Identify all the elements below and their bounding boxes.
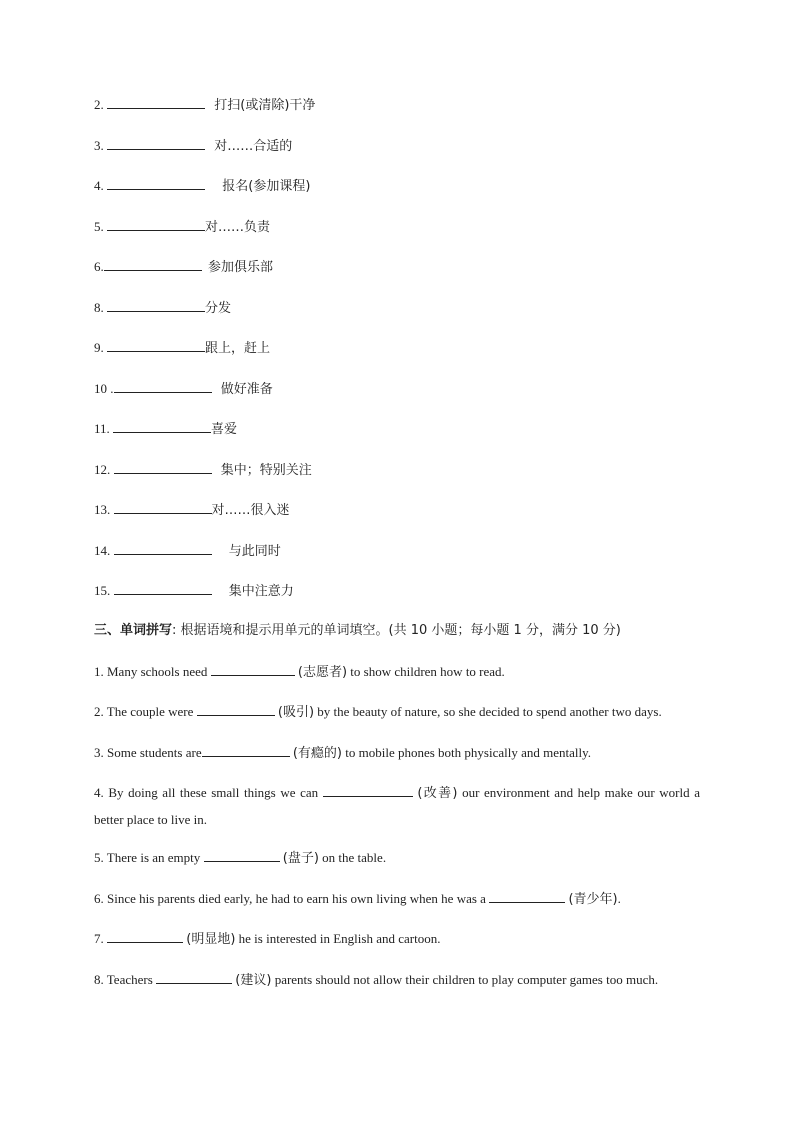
- sentence-item: [94, 659, 700, 686]
- sentence-text: Some students are: [107, 745, 202, 760]
- phrase-item: [94, 380, 273, 398]
- sentence-text: The couple were: [106, 704, 194, 719]
- phrase-meaning: 对……负责: [205, 220, 271, 235]
- answer-blank[interactable]: [211, 663, 295, 676]
- phrase-item: [94, 137, 292, 155]
- hint-text: (盘子): [282, 851, 319, 866]
- phrase-meaning: 集中注意力: [228, 584, 294, 599]
- phrase-meaning: 集中；特别关注: [220, 463, 312, 478]
- sentence-item: [94, 740, 700, 767]
- sentence-text: Many schools need: [107, 664, 208, 679]
- hint-text: (明显地): [186, 932, 236, 947]
- sentence-item: [94, 886, 700, 913]
- phrase-item: [94, 299, 231, 317]
- phrase-item: [94, 339, 270, 357]
- item-number: 1.: [94, 664, 104, 679]
- answer-blank[interactable]: [114, 461, 212, 474]
- answer-blank[interactable]: [104, 258, 202, 271]
- answer-blank[interactable]: [323, 784, 413, 797]
- phrase-item: [94, 501, 290, 519]
- answer-blank[interactable]: [114, 582, 212, 595]
- answer-blank[interactable]: [202, 744, 290, 757]
- item-number: 2.: [94, 704, 104, 719]
- answer-blank[interactable]: [156, 971, 232, 984]
- phrase-meaning: 对……合适的: [214, 139, 293, 154]
- answer-blank[interactable]: [107, 137, 205, 150]
- sentence-text: to mobile phones both physically and mentally.: [345, 745, 592, 760]
- phrase-item: [94, 96, 315, 114]
- answer-blank[interactable]: [107, 218, 205, 231]
- item-number: 2.: [94, 97, 104, 112]
- answer-blank[interactable]: [114, 501, 212, 514]
- item-number: 5.: [94, 219, 104, 234]
- item-number: 3.: [94, 745, 104, 760]
- phrase-item: [94, 177, 310, 195]
- hint-text: (有瘾的): [292, 746, 342, 761]
- sentence-item: [94, 699, 700, 726]
- sentence-text: by the beauty of nature, so she decided to spend another two days.: [317, 704, 662, 719]
- item-number: 12.: [94, 462, 111, 477]
- sentence-text: our environment and help make our world a better place to live in.: [94, 785, 700, 827]
- answer-blank[interactable]: [107, 299, 205, 312]
- item-number: 7.: [94, 931, 104, 946]
- item-number: 11.: [94, 421, 110, 436]
- item-number: 8.: [94, 300, 104, 315]
- answer-blank[interactable]: [113, 420, 211, 433]
- item-number: 3.: [94, 138, 104, 153]
- phrase-meaning: 报名(参加课程): [222, 179, 311, 194]
- sentence-text: he is interested in English and cartoon.: [238, 931, 441, 946]
- sentence-text: By doing all these small things we can: [108, 785, 319, 800]
- phrase-meaning: 跟上，赶上: [205, 341, 271, 356]
- hint-text: (改善): [417, 786, 458, 801]
- sentence-text: on the table.: [322, 850, 387, 865]
- sentence-text: Teachers: [106, 972, 153, 987]
- item-number: 15.: [94, 583, 111, 598]
- sentence-item: [94, 967, 700, 994]
- phrase-meaning: 喜爱: [211, 422, 238, 437]
- item-number: 6.: [94, 891, 104, 906]
- sentence-text: Since his parents died early, he had to earn his own living when he was a: [107, 891, 486, 906]
- phrase-meaning: 与此同时: [228, 544, 281, 559]
- section-instruction: : 根据语境和提示用单元的单词填空。(共 10 小题；每小题 1 分，满分 10 分): [172, 623, 621, 638]
- item-number: 6.: [94, 259, 104, 274]
- hint-text: (志愿者): [297, 665, 348, 680]
- sentence-text: parents should not allow their children to play computer games too much.: [274, 972, 659, 987]
- phrase-item: [94, 542, 281, 560]
- phrase-meaning: 打扫(或清除)干净: [214, 98, 316, 113]
- item-number: 13.: [94, 502, 111, 517]
- item-number: 5.: [94, 850, 104, 865]
- sentence-item: [94, 845, 700, 872]
- answer-blank[interactable]: [489, 890, 565, 903]
- item-number: 9.: [94, 340, 104, 355]
- phrase-item: [94, 420, 237, 438]
- item-number: 4.: [94, 178, 104, 193]
- hint-text: (青少年): [568, 892, 618, 907]
- sentence-item: [94, 780, 700, 833]
- phrase-meaning: 分发: [205, 301, 232, 316]
- hint-text: (建议): [235, 973, 272, 988]
- phrase-meaning: 做好准备: [220, 382, 273, 397]
- hint-text: (吸引): [277, 705, 315, 720]
- answer-blank[interactable]: [107, 177, 205, 190]
- section-title: 三、单词拼写: [94, 623, 173, 638]
- answer-blank[interactable]: [107, 96, 205, 109]
- answer-blank[interactable]: [197, 703, 275, 716]
- sentence-item: [94, 926, 700, 953]
- sentence-text: There is an empty: [106, 850, 201, 865]
- item-number: 8.: [94, 972, 104, 987]
- item-number: 4.: [94, 785, 104, 800]
- phrase-item: [94, 461, 312, 479]
- item-number: 10 .: [94, 381, 114, 396]
- answer-blank[interactable]: [114, 380, 212, 393]
- item-number: 14.: [94, 543, 111, 558]
- sentence-text: to show children how to read.: [350, 664, 505, 679]
- phrase-item: [94, 258, 273, 276]
- answer-blank[interactable]: [204, 849, 280, 862]
- phrase-item: [94, 582, 294, 600]
- phrase-meaning: 对……很入迷: [211, 503, 290, 518]
- answer-blank[interactable]: [107, 339, 205, 352]
- answer-blank[interactable]: [114, 542, 212, 555]
- sentence-text: .: [617, 891, 621, 906]
- answer-blank[interactable]: [107, 930, 183, 943]
- phrase-item: [94, 218, 270, 236]
- section-heading: [94, 623, 621, 639]
- phrase-meaning: 参加俱乐部: [208, 260, 274, 275]
